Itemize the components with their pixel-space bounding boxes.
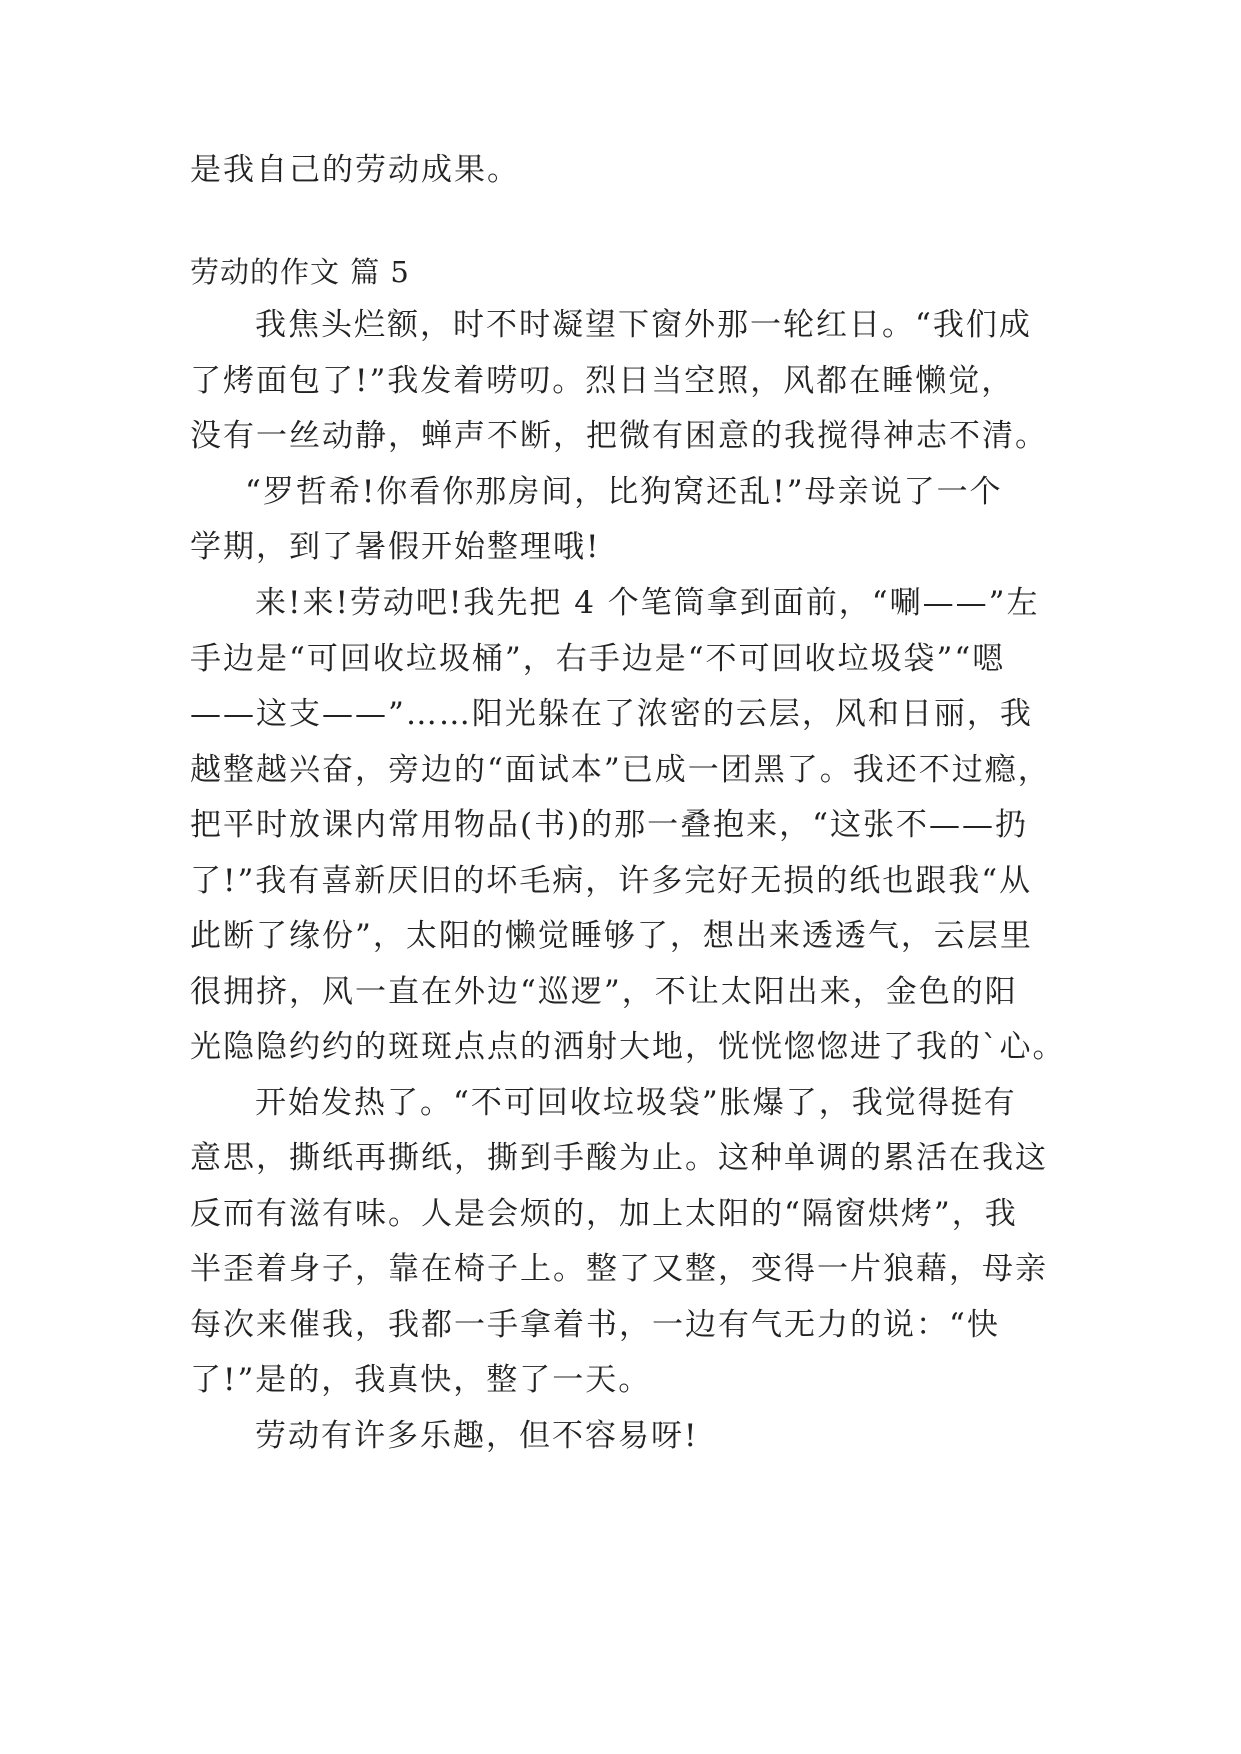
paragraph-line: 来!来!劳动吧!我先把 4 个笔筒拿到面前，“唰——”左 [255,585,1040,621]
paragraph-line: 了烤面包了!”我发着唠叨。烈日当空照，风都在睡懒觉， [190,363,1015,399]
paragraph-line: 我焦头烂额，时不时凝望下窗外那一轮红日。“我们成 [255,307,1032,343]
paragraph-line: 此断了缘份”，太阳的懒觉睡够了，想出来透透气，云层里 [190,918,1033,954]
paragraph-line: “罗哲希!你看你那房间，比狗窝还乱!”母亲说了一个 [245,474,1003,510]
paragraph-line: ——这支——”……阳光躲在了浓密的云层，风和日丽，我 [190,696,1033,732]
paragraph-line: 开始发热了。“不可回收垃圾袋”胀爆了，我觉得挺有 [255,1085,1017,1121]
paragraph-line: 光隐隐约约的斑斑点点的洒射大地，恍恍惚惚进了我的`心。 [190,1029,1066,1065]
paragraph-line: 意思，撕纸再撕纸，撕到手酸为止。这种单调的累活在我这 [190,1140,1048,1176]
paragraph-line: 越整越兴奋，旁边的“面试本”已成一团黑了。我还不过瘾， [190,752,1051,788]
paragraph-line: 了!”是的，我真快，整了一天。 [190,1362,652,1398]
paragraph-line: 学期，到了暑假开始整理哦! [190,529,601,565]
section-title: 劳动的作文 篇 5 [190,255,410,289]
paragraph-line: 把平时放课内常用物品(书)的那一叠抱来，“这张不——扔 [190,807,1029,843]
paragraph-line: 半歪着身子，靠在椅子上。整了又整，变得一片狼藉，母亲 [190,1251,1048,1287]
paragraph-line: 劳动有许多乐趣，但不容易呀! [255,1418,699,1454]
paragraph-line: 每次来催我，我都一手拿着书，一边有气无力的说：“快 [190,1307,1000,1343]
paragraph-line: 没有一丝动静，蝉声不断，把微有困意的我搅得神志不清。 [190,418,1048,454]
paragraph-line: 了!”我有喜新厌旧的坏毛病，许多完好无损的纸也跟我“从 [190,863,1033,899]
carryover-paragraph: 是我自己的劳动成果。 [190,152,520,188]
paragraph-line: 很拥挤，风一直在外边“巡逻”，不让太阳出来，金色的阳 [190,974,1018,1010]
paragraph-line: 手边是“可回收垃圾桶”，右手边是“不可回收垃圾袋”“嗯 [190,641,1006,677]
paragraph-line: 反而有滋有味。人是会烦的，加上太阳的“隔窗烘烤”，我 [190,1196,1018,1232]
